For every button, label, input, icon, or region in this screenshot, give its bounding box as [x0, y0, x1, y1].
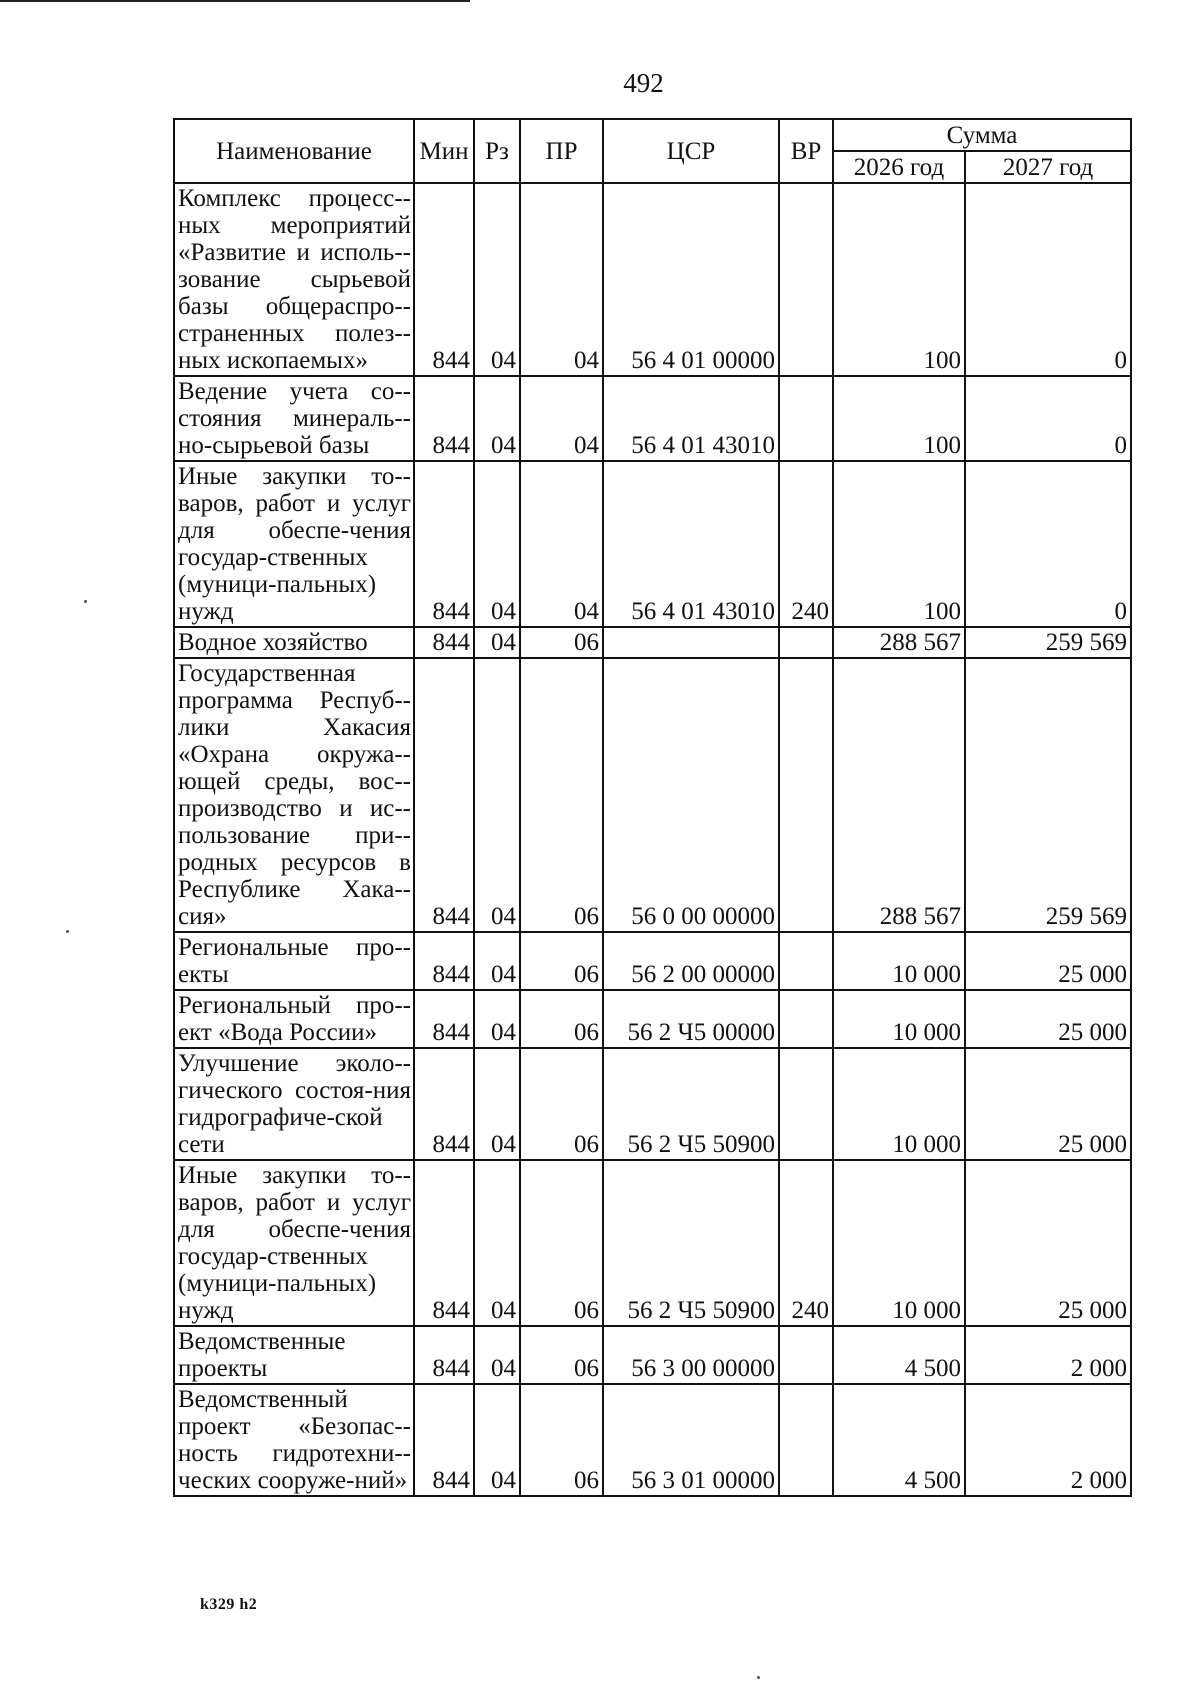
table-body — [174, 183, 1131, 1496]
table-row — [174, 461, 1131, 627]
cell-vr — [779, 627, 833, 658]
cell-sum-2027: 2 000 — [965, 1384, 1131, 1496]
cell-sum-2027: 0 — [965, 183, 1131, 376]
cell-min: 844 — [414, 1326, 474, 1384]
cell-pr: 06 — [520, 1384, 603, 1496]
cell-pr: 06 — [520, 658, 603, 932]
header-min: Мин — [414, 119, 474, 183]
cell-min: 844 — [414, 1384, 474, 1496]
cell-sum-2027: 259 569 — [965, 658, 1131, 932]
cell-csr: 56 0 00 00000 — [603, 658, 779, 932]
header-name: Наименование — [174, 119, 414, 183]
scan-speck — [757, 1676, 760, 1679]
cell-csr: 56 2 Ч5 00000 — [603, 990, 779, 1048]
cell-csr — [603, 627, 779, 658]
cell-sum-2026: 4 500 — [833, 1326, 965, 1384]
cell-pr: 06 — [520, 627, 603, 658]
cell-rz: 04 — [474, 658, 520, 932]
cell-csr: 56 3 01 00000 — [603, 1384, 779, 1496]
cell-pr: 06 — [520, 1326, 603, 1384]
cell-rz: 04 — [474, 1326, 520, 1384]
cell-rz: 04 — [474, 376, 520, 461]
cell-rz: 04 — [474, 932, 520, 990]
cell-sum-2027: 25 000 — [965, 932, 1131, 990]
table-row — [174, 1384, 1131, 1496]
table-row — [174, 1048, 1131, 1160]
cell-pr: 06 — [520, 990, 603, 1048]
cell-sum-2026: 288 567 — [833, 658, 965, 932]
cell-sum-2026: 288 567 — [833, 627, 965, 658]
header-year-2027: 2027 год — [965, 151, 1131, 183]
cell-csr: 56 2 Ч5 50900 — [603, 1160, 779, 1326]
cell-sum-2026: 10 000 — [833, 932, 965, 990]
cell-name: Комплекс процесс-ных мероприятий «Развитие и исполь-зование сырьевой базы общераспро-страненных полез-ных ископаемых» — [174, 183, 414, 376]
scan-speck — [66, 930, 69, 933]
cell-min: 844 — [414, 990, 474, 1048]
cell-rz: 04 — [474, 627, 520, 658]
table-row — [174, 1326, 1131, 1384]
cell-vr — [779, 183, 833, 376]
footer-code: k329 h2 — [200, 1596, 258, 1613]
cell-min: 844 — [414, 1048, 474, 1160]
cell-sum-2026: 4 500 — [833, 1384, 965, 1496]
cell-csr: 56 4 01 43010 — [603, 376, 779, 461]
cell-rz: 04 — [474, 990, 520, 1048]
header-sum: Сумма — [833, 119, 1131, 151]
cell-vr: 240 — [779, 1160, 833, 1326]
cell-sum-2027: 25 000 — [965, 1160, 1131, 1326]
cell-min: 844 — [414, 183, 474, 376]
table-row — [174, 932, 1131, 990]
header-year-2026: 2026 год — [833, 151, 965, 183]
cell-csr: 56 3 00 00000 — [603, 1326, 779, 1384]
header-rz: Рз — [474, 119, 520, 183]
cell-rz: 04 — [474, 183, 520, 376]
cell-sum-2027: 25 000 — [965, 1048, 1131, 1160]
cell-sum-2027: 0 — [965, 376, 1131, 461]
cell-name: Региональный про-ект «Вода России» — [174, 990, 414, 1048]
cell-rz: 04 — [474, 1048, 520, 1160]
table-row — [174, 183, 1131, 376]
cell-vr — [779, 658, 833, 932]
cell-sum-2026: 10 000 — [833, 1160, 965, 1326]
table-row — [174, 990, 1131, 1048]
cell-pr: 04 — [520, 461, 603, 627]
cell-sum-2027: 259 569 — [965, 627, 1131, 658]
cell-csr: 56 2 Ч5 50900 — [603, 1048, 779, 1160]
page-number: 492 — [623, 68, 664, 98]
cell-rz: 04 — [474, 1384, 520, 1496]
cell-min: 844 — [414, 376, 474, 461]
header-pr: ПР — [520, 119, 603, 183]
cell-sum-2027: 2 000 — [965, 1326, 1131, 1384]
cell-csr: 56 4 01 43010 — [603, 461, 779, 627]
cell-sum-2026: 10 000 — [833, 1048, 965, 1160]
scan-speck — [84, 600, 87, 603]
cell-vr: 240 — [779, 461, 833, 627]
cell-pr: 06 — [520, 932, 603, 990]
cell-rz: 04 — [474, 1160, 520, 1326]
cell-min: 844 — [414, 932, 474, 990]
cell-pr: 06 — [520, 1160, 603, 1326]
cell-min: 844 — [414, 658, 474, 932]
cell-sum-2027: 25 000 — [965, 990, 1131, 1048]
cell-name: Иные закупки то-варов, работ и услуг для обеспе-чения государ-ственных (муници-пальных) нужд — [174, 461, 414, 627]
cell-sum-2026: 100 — [833, 376, 965, 461]
cell-rz: 04 — [474, 461, 520, 627]
cell-vr — [779, 376, 833, 461]
table-row — [174, 376, 1131, 461]
cell-vr — [779, 932, 833, 990]
cell-name: Водное хозяйство — [174, 627, 414, 658]
table-row — [174, 1160, 1131, 1326]
header-row-top — [174, 119, 1131, 151]
cell-name: Ведомственный проект «Безопас-ность гидротехни-ческих сооруже-ний» — [174, 1384, 414, 1496]
cell-vr — [779, 1048, 833, 1160]
cell-vr — [779, 1326, 833, 1384]
header-csr: ЦСР — [603, 119, 779, 183]
cell-name: Региональные про-екты — [174, 932, 414, 990]
cell-name: Улучшение эколо-гического состоя-ния гидрографиче-ской сети — [174, 1048, 414, 1160]
cell-min: 844 — [414, 461, 474, 627]
cell-sum-2026: 10 000 — [833, 990, 965, 1048]
cell-sum-2026: 100 — [833, 461, 965, 627]
table-row — [174, 627, 1131, 658]
cell-pr: 04 — [520, 376, 603, 461]
cell-pr: 04 — [520, 183, 603, 376]
cell-vr — [779, 1384, 833, 1496]
cell-name: Государственная программа Респуб-лики Хакасия «Охрана окружа-ющей среды, вос-производство и ис-пользование при-родных ресурсов в Республике Хака-сия» — [174, 658, 414, 932]
table-row — [174, 658, 1131, 932]
budget-table — [173, 118, 1132, 1497]
cell-name: Ведение учета со-стояния минераль-но-сырьевой базы — [174, 376, 414, 461]
cell-vr — [779, 990, 833, 1048]
cell-sum-2026: 100 — [833, 183, 965, 376]
cell-min: 844 — [414, 1160, 474, 1326]
cell-name: Ведомственные проекты — [174, 1326, 414, 1384]
cell-sum-2027: 0 — [965, 461, 1131, 627]
header-vr: ВР — [779, 119, 833, 183]
cell-csr: 56 2 00 00000 — [603, 932, 779, 990]
top-border-line — [0, 0, 470, 2]
cell-min: 844 — [414, 627, 474, 658]
cell-pr: 06 — [520, 1048, 603, 1160]
cell-csr: 56 4 01 00000 — [603, 183, 779, 376]
cell-name: Иные закупки то-варов, работ и услуг для обеспе-чения государ-ственных (муници-пальных) нужд — [174, 1160, 414, 1326]
